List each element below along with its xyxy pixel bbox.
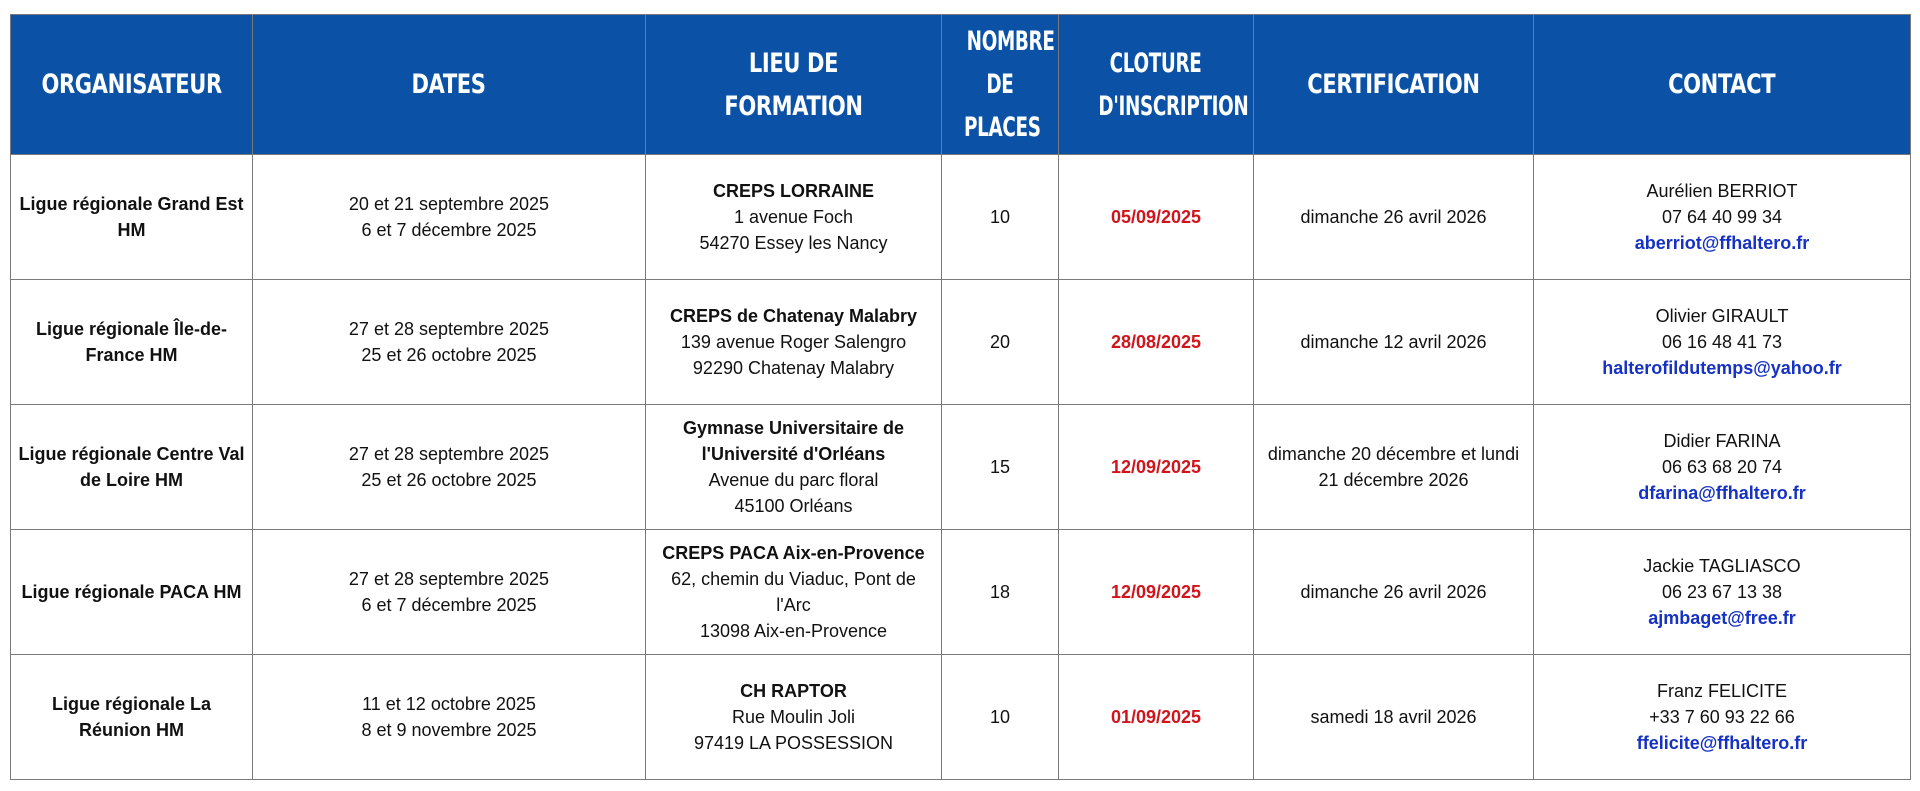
- lieu-cell: [646, 280, 942, 405]
- date-text: 27 et 28 septembre 2025: [348, 444, 550, 464]
- places-cell: [942, 655, 1059, 780]
- date-text: 11 et 12 octobre 2025: [362, 694, 536, 714]
- header-dates: DATES: [253, 15, 646, 155]
- organisateur-text: Ligue régionale Île-de-: [35, 319, 228, 339]
- contact-phone: +33 7 60 93 22 66: [1649, 707, 1795, 727]
- cloture-date: 01/09/2025: [1110, 707, 1202, 727]
- contact-name: Jackie TAGLIASCO: [1643, 556, 1801, 576]
- organisateur-text: de Loire HM: [79, 470, 183, 490]
- places-cell: [942, 280, 1059, 405]
- lieu-address: 45100 Orléans: [734, 496, 853, 516]
- organisateur-text: Ligue régionale Grand Est: [19, 194, 244, 214]
- lieu-name: CREPS PACA Aix-en-Provence: [662, 543, 925, 563]
- lieu-address: Avenue du parc floral: [708, 470, 879, 490]
- header-lieu: LIEU DE FORMATION: [646, 15, 942, 155]
- cloture-date: 28/08/2025: [1110, 332, 1202, 352]
- contact-email-link[interactable]: halterofildutemps@yahoo.fr: [1602, 358, 1842, 378]
- contact-phone: 06 23 67 13 38: [1661, 582, 1783, 602]
- dates-cell: [253, 530, 646, 655]
- dates-cell: [253, 155, 646, 280]
- places-cell: [942, 530, 1059, 655]
- table-header: [11, 15, 1911, 155]
- date-text: 27 et 28 septembre 2025: [348, 319, 550, 339]
- lieu-cell: [646, 405, 942, 530]
- header-places: NOMBRE DE PLACES: [942, 15, 1059, 155]
- places-value: 10: [989, 207, 1011, 227]
- cloture-cell: [1059, 405, 1254, 530]
- table-row: [11, 530, 1911, 655]
- date-text: 25 et 26 octobre 2025: [361, 345, 537, 365]
- lieu-address: 62, chemin du Viaduc, Pont de: [671, 569, 916, 589]
- organisateur-cell: [11, 655, 253, 780]
- header-contact: CONTACT: [1534, 15, 1911, 155]
- places-value: 18: [989, 582, 1011, 602]
- organisateur-text: France HM: [85, 345, 178, 365]
- date-text: 8 et 9 novembre 2025: [361, 720, 537, 740]
- date-text: 27 et 28 septembre 2025: [348, 569, 550, 589]
- organisateur-cell: [11, 530, 253, 655]
- cloture-cell: [1059, 655, 1254, 780]
- dates-cell: [253, 655, 646, 780]
- organisateur-text: Ligue régionale PACA HM: [21, 582, 242, 602]
- dates-cell: [253, 405, 646, 530]
- organisateur-cell: [11, 405, 253, 530]
- table-row: [11, 655, 1911, 780]
- table-row: [11, 155, 1911, 280]
- lieu-name: CREPS de Chatenay Malabry: [669, 306, 918, 326]
- contact-phone: 06 63 68 20 74: [1661, 457, 1783, 477]
- places-value: 10: [989, 707, 1011, 727]
- header-row: [11, 15, 1911, 155]
- certification-text: dimanche 12 avril 2026: [1300, 332, 1487, 352]
- places-value: 15: [989, 457, 1011, 477]
- lieu-name: CH RAPTOR: [740, 681, 847, 701]
- contact-name: Franz FELICITE: [1656, 681, 1788, 701]
- contact-name: Aurélien BERRIOT: [1646, 181, 1798, 201]
- cloture-cell: [1059, 280, 1254, 405]
- contact-name: Olivier GIRAULT: [1655, 306, 1789, 326]
- cloture-cell: [1059, 530, 1254, 655]
- lieu-address: 1 avenue Foch: [733, 207, 854, 227]
- cloture-cell: [1059, 155, 1254, 280]
- date-text: 6 et 7 décembre 2025: [361, 220, 537, 240]
- organisateur-text: Ligue régionale La: [51, 694, 212, 714]
- lieu-name: Gymnase Universitaire de: [682, 418, 905, 438]
- contact-cell: [1534, 530, 1911, 655]
- lieu-cell: [646, 530, 942, 655]
- contact-cell: [1534, 405, 1911, 530]
- contact-cell: [1534, 155, 1911, 280]
- lieu-address: 13098 Aix-en-Provence: [699, 621, 888, 641]
- header-organisateur: ORGANISATEUR: [11, 15, 253, 155]
- table-row: [11, 280, 1911, 405]
- certification-text: 21 décembre 2026: [1318, 470, 1469, 490]
- header-certification: CERTIFICATION: [1254, 15, 1534, 155]
- contact-email-link[interactable]: ajmbaget@free.fr: [1648, 608, 1796, 628]
- table-row: [11, 405, 1911, 530]
- cloture-date: 05/09/2025: [1110, 207, 1202, 227]
- lieu-name: CREPS LORRAINE: [712, 181, 874, 201]
- contact-cell: [1534, 655, 1911, 780]
- training-table: [10, 14, 1911, 780]
- certification-text: dimanche 20 décembre et lundi: [1267, 444, 1520, 464]
- date-text: 25 et 26 octobre 2025: [361, 470, 537, 490]
- date-text: 6 et 7 décembre 2025: [361, 595, 537, 615]
- places-cell: [942, 405, 1059, 530]
- lieu-address: 54270 Essey les Nancy: [699, 233, 888, 253]
- lieu-address: Rue Moulin Joli: [731, 707, 856, 727]
- certification-text: samedi 18 avril 2026: [1310, 707, 1477, 727]
- lieu-address: 139 avenue Roger Salengro: [680, 332, 907, 352]
- contact-phone: 07 64 40 99 34: [1661, 207, 1783, 227]
- organisateur-cell: [11, 280, 253, 405]
- organisateur-text: Ligue régionale Centre Val: [18, 444, 245, 464]
- contact-phone: 06 16 48 41 73: [1661, 332, 1783, 352]
- places-value: 20: [989, 332, 1011, 352]
- certification-text: dimanche 26 avril 2026: [1300, 582, 1487, 602]
- date-text: 20 et 21 septembre 2025: [348, 194, 550, 214]
- lieu-address: l'Arc: [776, 595, 811, 615]
- dates-cell: [253, 280, 646, 405]
- contact-email-link[interactable]: dfarina@ffhaltero.fr: [1638, 483, 1806, 503]
- lieu-name: l'Université d'Orléans: [701, 444, 886, 464]
- contact-cell: [1534, 280, 1911, 405]
- certification-text: dimanche 26 avril 2026: [1300, 207, 1487, 227]
- contact-email-link[interactable]: aberriot@ffhaltero.fr: [1634, 233, 1810, 253]
- organisateur-cell: [11, 155, 253, 280]
- header-cloture: CLOTURE D'INSCRIPTION: [1059, 15, 1254, 155]
- certification-cell: [1254, 280, 1534, 405]
- lieu-cell: [646, 155, 942, 280]
- contact-email-link[interactable]: ffelicite@ffhaltero.fr: [1636, 733, 1808, 753]
- lieu-address: 97419 LA POSSESSION: [693, 733, 894, 753]
- places-cell: [942, 155, 1059, 280]
- certification-cell: [1254, 655, 1534, 780]
- certification-cell: [1254, 530, 1534, 655]
- certification-cell: [1254, 405, 1534, 530]
- cloture-date: 12/09/2025: [1110, 457, 1202, 477]
- certification-cell: [1254, 155, 1534, 280]
- cloture-date: 12/09/2025: [1110, 582, 1202, 602]
- lieu-cell: [646, 655, 942, 780]
- organisateur-text: Réunion HM: [79, 720, 184, 740]
- contact-name: Didier FARINA: [1663, 431, 1781, 451]
- table-body: [11, 155, 1911, 780]
- organisateur-text: HM: [117, 220, 146, 240]
- lieu-address: 92290 Chatenay Malabry: [692, 358, 895, 378]
